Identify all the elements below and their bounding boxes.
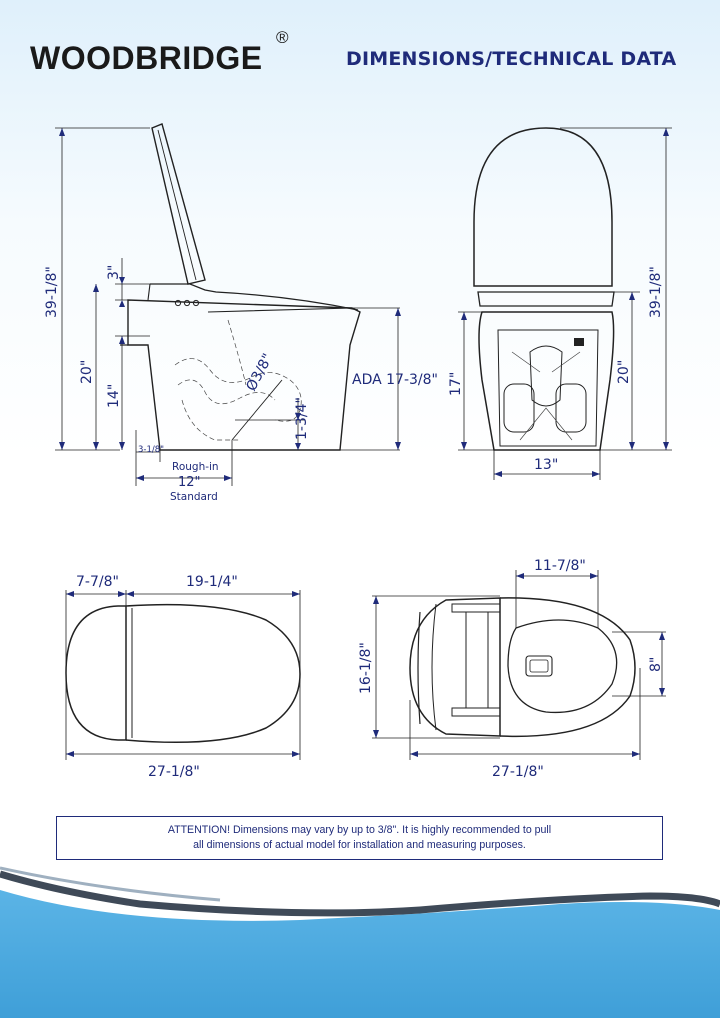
brand-logo: WOODBRIDGE bbox=[30, 40, 263, 76]
lid-depth-label: 7-7/8" bbox=[76, 574, 119, 590]
open-total-length-label: 27-1/8" bbox=[492, 764, 544, 780]
ada-height-label: ADA 17-3/8" bbox=[352, 372, 438, 388]
front-overall-height-label: 39-1/8" bbox=[648, 266, 664, 318]
front-seat-height-label: 17" bbox=[448, 371, 464, 396]
front-height-20-label: 20" bbox=[616, 359, 632, 384]
page-title: DIMENSIONS/TECHNICAL DATA bbox=[346, 48, 677, 70]
top-total-length-label: 27-1/8" bbox=[148, 764, 200, 780]
rough-in-label: Rough-in bbox=[172, 461, 219, 473]
side-view-drawing bbox=[44, 124, 438, 503]
bowl-width-label: 8" bbox=[648, 656, 664, 672]
bowl-opening-label: 11-7/8" bbox=[534, 558, 586, 574]
width-label: 16-1/8" bbox=[358, 642, 374, 694]
base-width-label: 13" bbox=[534, 457, 559, 473]
footer-wave bbox=[0, 860, 720, 1018]
registered-mark: ® bbox=[276, 28, 289, 47]
seat-height-label: 20" bbox=[79, 359, 95, 384]
outlet-offset-label: 3-1/8" bbox=[138, 445, 165, 455]
attention-notice bbox=[56, 816, 663, 860]
attention-line-2: all dimensions of actual model for installation and measuring purposes. bbox=[193, 839, 526, 851]
top-view-open-drawing bbox=[358, 558, 666, 780]
bowl-length-label: 19-1/4" bbox=[186, 574, 238, 590]
front-view-drawing bbox=[448, 128, 672, 480]
lid-thickness-label: 3" bbox=[106, 264, 122, 280]
top-view-closed-drawing bbox=[66, 574, 300, 780]
outlet-height-label: 1-3/4" bbox=[294, 397, 310, 440]
rim-height-label: 14" bbox=[106, 383, 122, 408]
trapway-diameter-label: Ø3/8" bbox=[243, 351, 277, 394]
overall-height-label: 39-1/8" bbox=[44, 266, 60, 318]
attention-line-1: ATTENTION! Dimensions may vary by up to 3/8". It is highly recommended to pull bbox=[167, 824, 552, 836]
rough-in-value: 12" bbox=[178, 475, 201, 490]
rough-in-note: Standard bbox=[170, 491, 218, 503]
